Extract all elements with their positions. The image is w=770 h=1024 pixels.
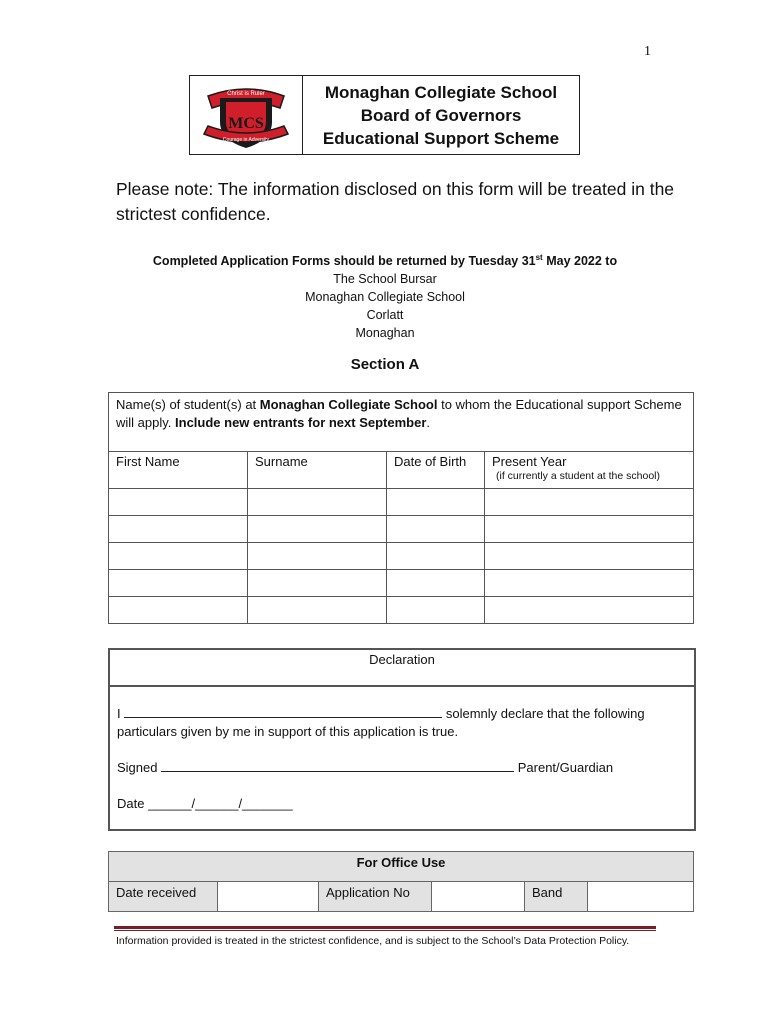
office-use-title: For Office Use	[109, 852, 694, 882]
surname-cell[interactable]	[248, 597, 387, 624]
column-header-first-name: First Name	[109, 452, 248, 489]
column-header-dob: Date of Birth	[387, 452, 485, 489]
intro-text: Name(s) of student(s) at	[116, 397, 260, 412]
deadline-sup: st	[535, 253, 543, 262]
date-row[interactable]: Date ______/______/_______	[117, 796, 293, 811]
header-title-line: Monaghan Collegiate School	[324, 82, 558, 102]
confidentiality-notice: Please note: The information disclosed on this form will be treated in the strictest confidence.	[116, 179, 675, 224]
signature-field[interactable]	[161, 759, 514, 772]
table-row	[109, 543, 694, 570]
crest-motto-top: Christ is Ruler	[227, 91, 265, 97]
present-year-cell[interactable]	[485, 597, 694, 624]
crest-logo-icon	[198, 78, 294, 152]
dob-cell[interactable]	[387, 597, 485, 624]
table-row	[109, 489, 694, 516]
intro-text: .	[426, 415, 431, 430]
header-title-line: Educational Support Scheme	[322, 128, 560, 148]
address-line: Corlatt	[366, 308, 404, 323]
present-year-cell[interactable]	[485, 543, 694, 570]
present-year-cell[interactable]	[485, 516, 694, 543]
return-deadline	[100, 249, 670, 270]
column-header-surname: Surname	[248, 452, 387, 489]
band-cell[interactable]	[588, 882, 694, 912]
first-name-cell[interactable]	[109, 516, 248, 543]
dob-cell[interactable]	[387, 543, 485, 570]
section-a-title: Section A	[350, 356, 420, 373]
application-no-label: Application No	[319, 882, 432, 912]
intro-school: Monaghan Collegiate School	[259, 397, 438, 412]
footer-rule-thin	[114, 930, 656, 931]
dob-cell[interactable]	[387, 516, 485, 543]
address-line: Monaghan Collegiate School	[305, 290, 465, 305]
table-row	[109, 516, 694, 543]
students-table	[108, 392, 694, 624]
column-header-present-year	[485, 452, 694, 489]
header-title	[303, 76, 579, 154]
table-row	[109, 570, 694, 597]
declaration-body	[110, 687, 694, 813]
surname-cell[interactable]	[248, 570, 387, 597]
declaration-title: Declaration	[110, 650, 694, 687]
address-line: The School Bursar	[333, 272, 437, 287]
first-name-cell[interactable]	[109, 570, 248, 597]
footer-rule	[114, 926, 656, 929]
band-label: Band	[525, 882, 588, 912]
students-intro	[109, 393, 694, 452]
declarant-name-field[interactable]	[124, 705, 442, 718]
return-instructions	[100, 249, 670, 342]
page-number: 1	[644, 44, 651, 59]
parent-guardian-label: Parent/Guardian	[517, 760, 614, 775]
present-year-label: Present Year	[492, 454, 567, 469]
surname-cell[interactable]	[248, 489, 387, 516]
declaration-i: I	[117, 706, 121, 721]
table-header-row	[109, 452, 694, 489]
signature-row	[117, 759, 687, 777]
school-crest	[190, 76, 303, 154]
present-year-cell[interactable]	[485, 489, 694, 516]
date-received-label: Date received	[109, 882, 218, 912]
first-name-cell[interactable]	[109, 489, 248, 516]
dob-cell[interactable]	[387, 570, 485, 597]
crest-monogram: MCS	[228, 115, 264, 132]
declaration-box	[108, 648, 696, 831]
footer-note: Information provided is treated in the strictest confidence, and is subject to the School’s Data Protection Policy.	[116, 935, 630, 947]
crest-motto-bottom: Courage in Adversity	[222, 137, 270, 143]
declaration-line-2: particulars given by me in support of this application is true.	[117, 724, 459, 739]
address-line: Monaghan	[355, 326, 415, 341]
intro-emphasis: Include new entrants for next September	[175, 415, 427, 430]
first-name-cell[interactable]	[109, 543, 248, 570]
header-box	[189, 75, 580, 155]
surname-cell[interactable]	[248, 543, 387, 570]
present-year-cell[interactable]	[485, 570, 694, 597]
deadline-tail: May 2022 to	[542, 254, 618, 269]
table-row	[109, 597, 694, 624]
office-use-table	[108, 851, 694, 912]
declaration-line-1	[117, 705, 687, 723]
first-name-cell[interactable]	[109, 597, 248, 624]
deadline-lead: Completed Application Forms should be returned by Tuesday 31	[152, 254, 536, 269]
dob-cell[interactable]	[387, 489, 485, 516]
date-received-cell[interactable]	[218, 882, 319, 912]
header-title-line: Board of Governors	[360, 105, 522, 125]
intro-text: to whom the Educational support Scheme will apply.	[116, 397, 682, 430]
present-year-hint: (if currently a student at the school)	[496, 470, 660, 482]
surname-cell[interactable]	[248, 516, 387, 543]
signed-label: Signed	[117, 760, 158, 775]
declaration-text: solemnly declare that the following	[445, 706, 645, 721]
application-no-cell[interactable]	[432, 882, 525, 912]
